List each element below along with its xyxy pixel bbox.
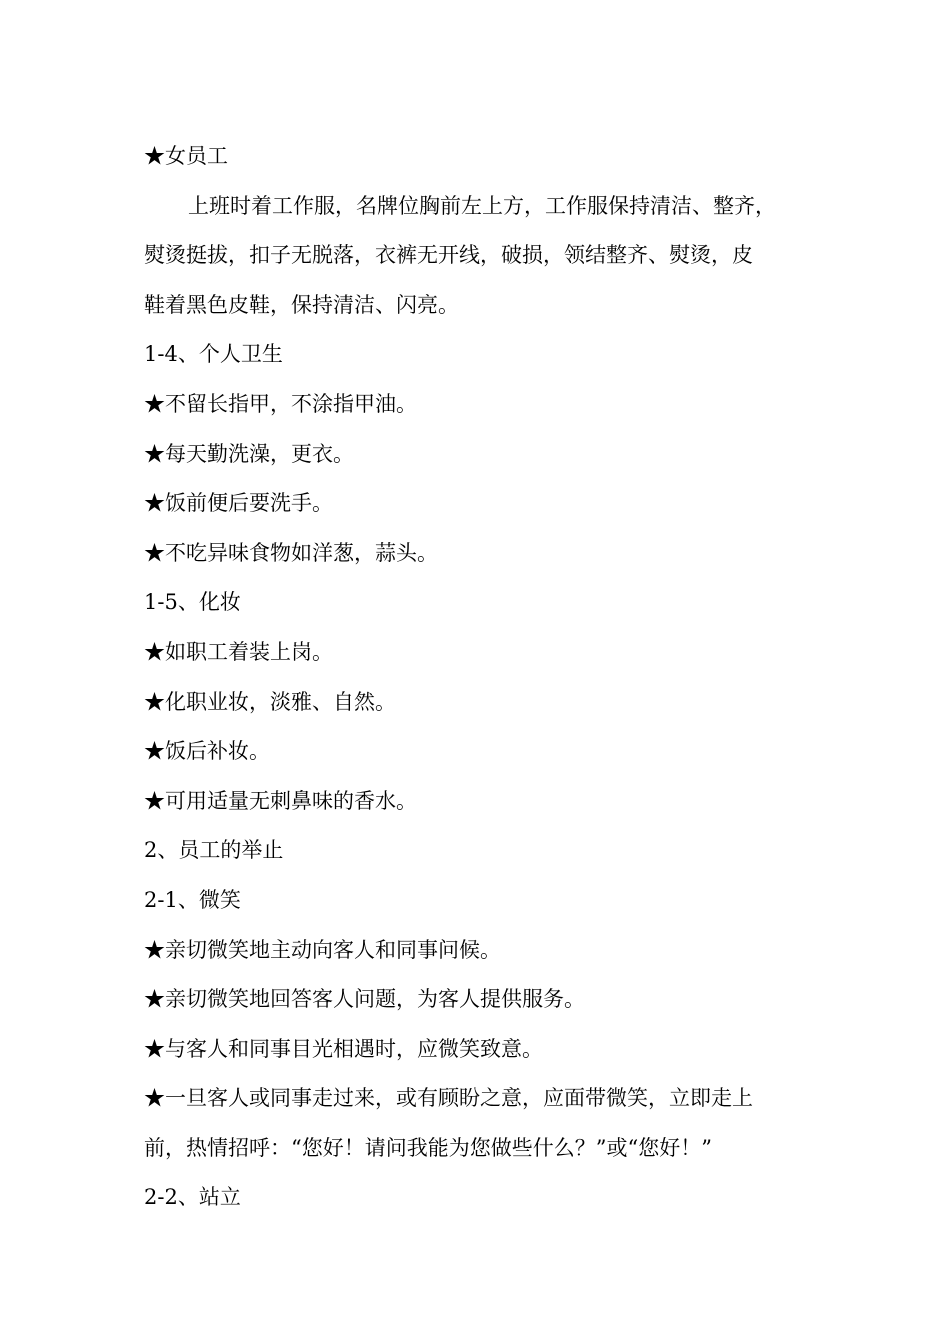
heading-makeup: 1-5、化妆 xyxy=(144,590,241,615)
paragraph-uniform-line-2: 熨烫挺拔，扣子无脱落，衣裤无开线，破损，领结整齐、熨烫，皮 xyxy=(144,243,753,268)
paragraph-uniform-line-3: 鞋着黑色皮鞋，保持清洁、闪亮。 xyxy=(144,292,459,317)
heading-personal-hygiene: 1-4、个人卫生 xyxy=(144,342,283,367)
bullet-greeting: ★亲切微笑地主动向客人和同事问候。 xyxy=(144,937,501,962)
bullet-eye-contact: ★与客人和同事目光相遇时，应微笑致意。 xyxy=(144,1036,543,1061)
bullet-bathing: ★每天勤洗澡，更衣。 xyxy=(144,441,354,466)
bullet-answering: ★亲切微笑地回答客人问题，为客人提供服务。 xyxy=(144,987,585,1012)
bullet-female-staff: ★女员工 xyxy=(144,144,228,168)
bullet-professional-makeup: ★化职业妆，淡雅、自然。 xyxy=(144,689,396,714)
bullet-approach-line-1: ★一旦客人或同事走过来，或有顾盼之意，应面带微笑，立即走上 xyxy=(144,1086,753,1111)
bullet-approach-line-2: 前，热情招呼：“您好！请问我能为您做些什么？”或“您好！” xyxy=(144,1135,712,1160)
bullet-dress-code: ★如职工着装上岗。 xyxy=(144,639,333,664)
heading-smile: 2-1、微笑 xyxy=(144,887,241,912)
bullet-touch-up: ★饭后补妆。 xyxy=(144,739,270,764)
heading-staff-behavior: 2、员工的举止 xyxy=(144,838,284,863)
bullet-hand-washing: ★饭前便后要洗手。 xyxy=(144,491,333,516)
bullet-food-odor: ★不吃异味食物如洋葱，蒜头。 xyxy=(144,540,438,565)
paragraph-uniform-line-1: 上班时着工作服，名牌位胸前左上方，工作服保持清洁、整齐， xyxy=(188,193,776,218)
bullet-perfume: ★可用适量无刺鼻味的香水。 xyxy=(144,788,417,813)
bullet-nails: ★不留长指甲，不涂指甲油。 xyxy=(144,391,417,416)
heading-standing: 2-2、站立 xyxy=(144,1185,241,1210)
document-body xyxy=(144,132,834,1223)
